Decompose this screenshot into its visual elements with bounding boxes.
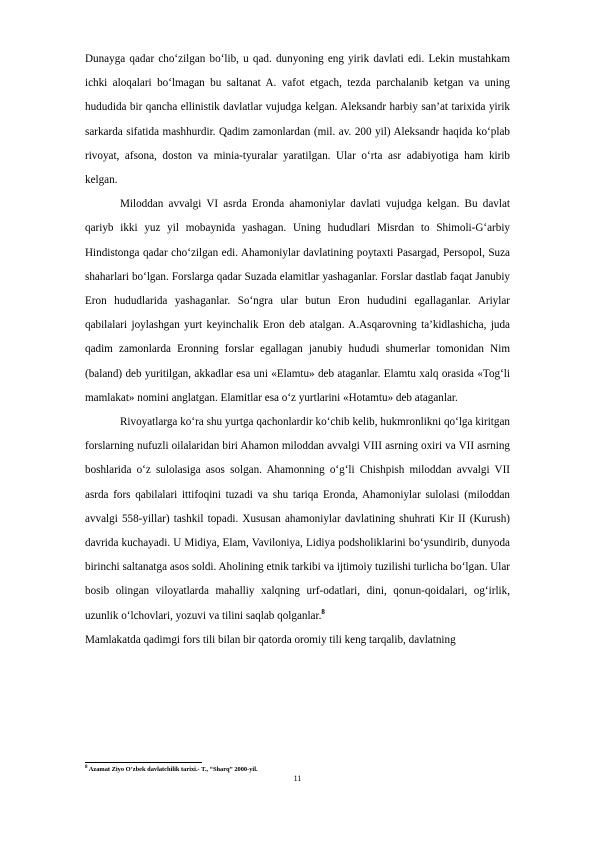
- page-number: 11: [293, 774, 302, 783]
- paragraph-3: [85, 410, 510, 628]
- paragraph-1: [85, 47, 510, 192]
- paragraph-4: [85, 628, 510, 652]
- paragraph-1-text: Dunayga qadar cho‘zilgan bo‘lib, u qad. dunyoning eng yirik davlati edi. Lekin mustahkam ichki aloqalari bo‘lmagan bu saltanat A. vafot etgach, tezda parchalanib ketgan va uning hududida bir qancha ellinistik davlatlar vujudga kelgan. Aleksandr harbiy san’at tarixida yirik sarkarda sifatida mashhurdir. Qadim zamonlardan (mil. av. 200 yil) Aleksandr haqida ko‘plab rivoyat, afsona, doston va minia-tyuralar yaratilgan. Ular o‘rta asr adabiyotiga ham kirib kelgan.: [85, 53, 510, 187]
- footnote-marker: 8: [85, 765, 88, 770]
- footnote: [85, 765, 510, 774]
- footnote-reference[interactable]: 8: [321, 607, 325, 616]
- body-text: [85, 47, 510, 652]
- footnote-text: Azamat Ziyo O’zbek davlatchilik tarixi.- T., “Sharq” 2000-yil.: [87, 766, 258, 773]
- footnote-separator: [85, 762, 202, 763]
- paragraph-3-text: Rivoyatlarga ko‘ra shu yurtga qachonlardir ko‘chib kelib, hukmronlikni qo‘lga kiritgan forslarning nufuzli oilalaridan biri Ahamon miloddan avvalgi VIII asrning oxiri va VII asrning boshlarida o‘z sulolasiga asos solgan. Ahamonning o‘g‘li Chishpish miloddan avvalgi VII asrda fors qabilalari ittifoqini tuzadi va shu tariqa Eronda, Ahamoniylar sulolasi (miloddan avvalgi 558-yillar) tashkil topadi. Xususan ahamoniylar davlatining shuhrati Kir II (Kurush) davrida kuchayadi. U Midiya, Elam, Vaviloniya, Lidiya podsholiklarini bo‘ysundirib, dunyoda birinchi saltanatga asos soldi. Aholining etnik tarkibi va ijtimoiy tuzilishi turlicha bo‘lgan. Ular bosib olingan viloyatlarda mahalliy xalqning urf-odatlari, dini, qonun-qoidalari, og‘irlik, uzunlik o‘lchovlari, yozuvi va tilini saqlab qolganlar.: [85, 416, 510, 622]
- paragraph-2-text: Miloddan avvalgi VI asrda Eronda ahamoniylar davlati vujudga kelgan. Bu davlat qariyb ikki yuz yil mobaynida yashagan. Uning hududlari Misrdan to Shimoli-G‘arbiy Hindistonga qadar cho‘zilgan edi. Ahamoniylar davlatining poytaxti Pasargad, Persopol, Suza shaharlari bo‘lgan. Forslarga qadar Suzada elamitlar yashaganlar. Forslar dastlab faqat Janubiy Eron hududlarida yashaganlar. So‘ngra ular butun Eron hududini egallaganlar. Ariylar qabilalari joylashgan yurt keyinchalik Eron deb atalgan. A.Asqarovning ta’kidlashicha, juda qadim zamonlarda Eronning forslar egallagan janubiy hududi shumerlar tomonidan Nim (baland) deb yuritilgan, akkadlar esa uni «Elamtu» deb ataganlar. Elamtu xalq orasida «Tog‘li mamlakat» nomini anglatgan. Elamitlar esa o‘z yurtlarini «Hotamtu» deb ataganlar.: [85, 198, 510, 404]
- paragraph-4-text: Mamlakatda qadimgi fors tili bilan bir qatorda oromiy tili keng tarqalib, davlatning: [85, 633, 456, 646]
- paragraph-2: [85, 192, 510, 410]
